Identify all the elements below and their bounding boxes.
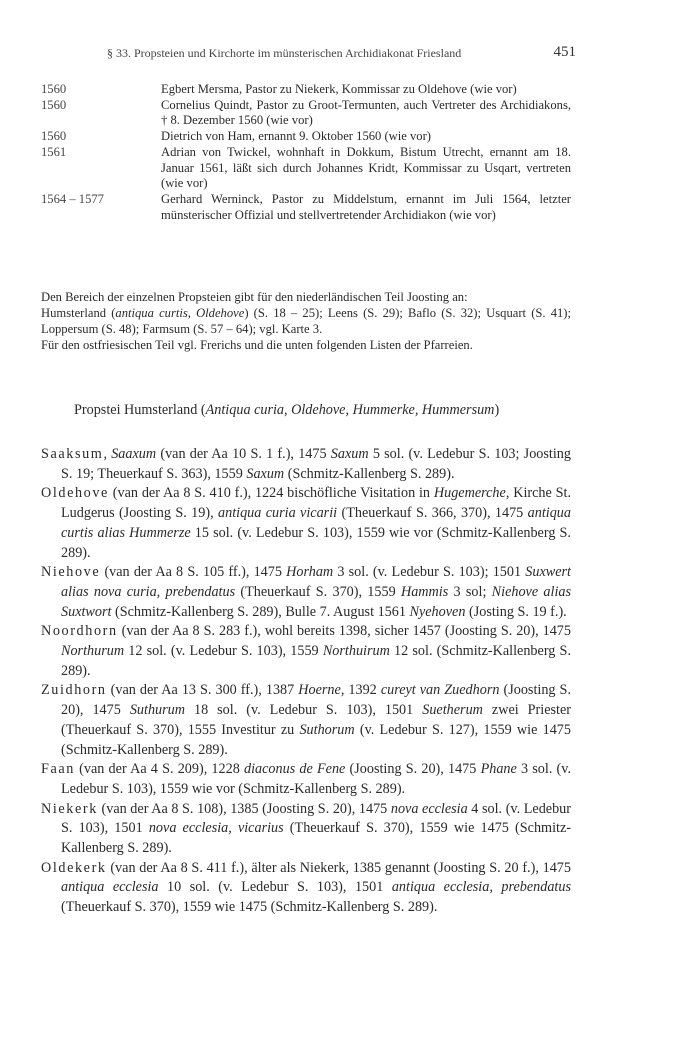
parish-name: Noordhorn [41,623,118,640]
year-cell: 1560 [41,97,67,112]
description-cell: Adrian von Twickel, wohnhaft in Dokkum, Bistum Utrecht, ernannt am 18. Januar 1561, läßt sich durch Johannes Kridt, Kommissar zu Usqart, vertreten (wie vor) [161,144,571,191]
table-row [41,98,571,129]
description-cell: Cornelius Quindt, Pastor zu Groot-Termunten, auch Vertreter des Archidiakons, † 8. Dezember 1560 (wie vor) [161,97,571,128]
table-row [41,82,571,98]
year-cell: 1560 [41,129,67,144]
description-cell: Egbert Mersma, Pastor zu Niekerk, Kommissar zu Oldehove (wie vor) [161,82,517,96]
list-item: Saaksum, Saaxum (van der Aa 10 S. 1 f.), 1475 Saxum 5 sol. (v. Ledebur S. 103; Joosting S. 19; Theuerkauf S. 363), 1559 Saxum (Schmitz-Kallenberg S. 289). [41,446,571,482]
parish-name: Oldehove [41,485,109,502]
list-item: Zuidhorn (van der Aa 13 S. 300 ff.), 1387 Hoerne, 1392 cureyt van Zuedhorn (Joosting S. 20), 1475 Suthurum 18 sol. (v. Ledebur S. 103), 1501 Suetherum zwei Priester (Theuerkauf S. 370), 1555 Investitur zu Suthorum (v. Ledebur S. 127), 1559 wie 1475 (Schmitz-Kallenberg S. 289). [41,682,572,758]
parish-name: Niekerk [41,800,98,817]
parish-name: Saaksum [41,446,104,462]
list-item: Noordhorn (van der Aa 8 S. 283 f.), wohl bereits 1398, sicher 1457 (Joosting S. 20), 1475 Northurum 12 sol. (v. Ledebur S. 103), 1559 Northuirum 12 sol. (Schmitz-Kallenberg S. 289). [41,623,571,679]
table-row [41,145,571,192]
year-cell: 1560 [41,82,67,96]
description-cell: Dietrich von Ham, ernannt 9. Oktober 1560 (wie vor) [161,129,431,144]
running-title: § 33. Propsteien und Kirchorte im münsterischen Archidiakonat Friesland [107,46,462,60]
note-line-1: Den Bereich der einzelnen Propsteien gibt für den niederländischen Teil Joosting an: [41,290,468,304]
note-line-3: Für den ostfriesischen Teil vgl. Frerichs und die unten folgenden Listen der Pfarreien. [41,338,473,352]
year-cell: 1561 [41,144,67,159]
running-header [107,46,574,61]
parish-name: Faan [41,761,75,778]
parish-entries [41,445,571,918]
note-line-2: Humsterland (antiqua curtis, Oldehove) (S. 18 – 25); Leens (S. 29); Baflo (S. 32); Usquart (S. 41); Loppersum (S. 48); Farmsum (S. 57 – 64); vgl. Karte 3. [41,306,571,336]
list-item: Niekerk (van der Aa 8 S. 108), 1385 (Joosting S. 20), 1475 nova ecclesia 4 sol. (v. Ledebur S. 103), 1501 nova ecclesia, vicarius (Theuerkauf S. 370), 1559 wie 1475 (Schmitz-Kallenberg S. 289). [41,800,571,857]
page-number: 451 [553,44,576,60]
parish-name: Zuidhorn [41,682,107,699]
propstei-note [41,289,571,353]
description-cell: Gerhard Werninck, Pastor zu Middelstum, ernannt im Juli 1564, letzter münsterischer Offizial und stellvertretender Archidiakon (wie vor) [161,191,571,222]
parish-name: Niehove [41,564,101,581]
list-item: Niehove (van der Aa 8 S. 105 ff.), 1475 Horham 3 sol. (v. Ledebur S. 103); 1501 Suxwert alias nova curia, prebendatus (Theuerkauf S. 370), 1559 Hammis 3 sol; Niehove alias Suxtwort (Schmitz-Kallenberg S. 289), Bulle 7. August 1561 Nyehoven (Josting S. 19 f.). [41,564,572,620]
table-row [41,129,571,145]
parish-name: Oldekerk [41,859,107,876]
list-item: Oldehove (van der Aa 8 S. 410 f.), 1224 bischöfliche Visitation in Hugemerche, Kirche St. Ludgerus (Joosting S. 19), antiqua curia vicarii (Theuerkauf S. 366, 370), 1475 antiqua curtis alias Hummerze 15 sol. (v. Ledebur S. 103), 1559 wie vor (Schmitz-Kallenberg S. 289). [41,485,571,561]
list-item: Oldekerk (van der Aa 8 S. 411 f.), älter als Niekerk, 1385 genannt (Joosting S. 20 f.), 1475 antiqua ecclesia 10 sol. (v. Ledebur S. 103), 1501 antiqua ecclesia, prebendatus (Theuerkauf S. 370), 1559 wie 1475 (Schmitz-Kallenberg S. 289). [41,859,571,916]
section-heading: Propstei Humsterland (Antiqua curia, Oldehove, Hummerke, Hummersum) [74,402,500,418]
year-cell: 1564 – 1577 [41,191,104,206]
officials-table [41,82,571,223]
table-row [41,192,571,223]
list-item: Faan (van der Aa 4 S. 209), 1228 diaconus de Fene (Joosting S. 20), 1475 Phane 3 sol. (v. Ledebur S. 103), 1559 wie vor (Schmitz-Kallenberg S. 289). [41,761,572,797]
